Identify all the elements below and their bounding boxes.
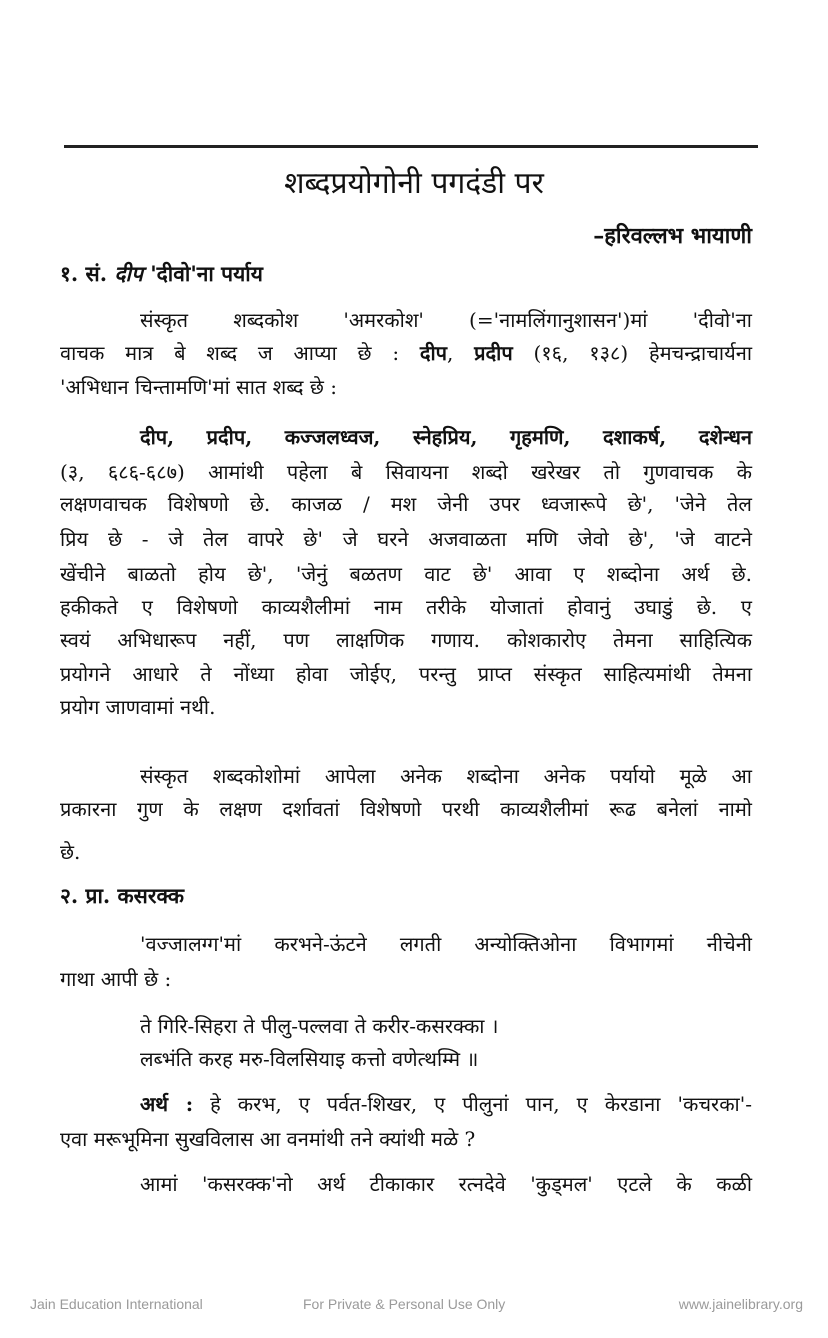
text-segment: संस्कृत शब्दकोश 'अमरकोश' (='नामलिंगानुशासन')मां 'दीवो'ना	[140, 308, 752, 332]
section-heading	[60, 880, 752, 912]
text-line	[60, 558, 752, 590]
text-line	[60, 371, 752, 403]
text-line	[140, 1168, 752, 1200]
text-segment: प्रदीप	[474, 341, 513, 365]
text-segment: २. प्रा. कसरक्क	[60, 883, 185, 908]
author-name: –हरिवल्लभ भायाणी	[593, 223, 752, 249]
verse-line	[140, 1043, 478, 1075]
text-segment: १. सं.	[60, 261, 115, 286]
text-segment: लब्भंति करह मरु-विलसियाइ कत्तो वणेत्थम्मि ॥	[140, 1047, 479, 1071]
footer-website-link[interactable]: www.jainelibrary.org	[678, 1296, 803, 1312]
text-segment: प्रयोग जाणवामां नथी.	[60, 695, 216, 719]
text-line	[60, 488, 752, 520]
text-segment: दीप, प्रदीप, कज्जलध्वज, स्नेहप्रिय, गृहमणि, दशाकर्ष, दशेन्धन	[140, 425, 752, 449]
text-segment: अर्थ :	[140, 1092, 194, 1116]
text-segment: (३, ६८६-६८७) आमांथी पहेला बे सिवायना शब्दो खरेखर तो गुणवाचक के	[60, 460, 752, 484]
text-line	[60, 963, 752, 995]
text-line	[140, 1088, 752, 1120]
text-segment: 'अभिधान चिन्तामणि'मां सात शब्द छे :	[60, 375, 337, 399]
text-segment: दीप	[114, 261, 143, 286]
text-line	[140, 928, 752, 960]
text-segment: संस्कृत शब्दकोशोमां आपेला अनेक शब्दोना अनेक पर्यायो मूळे आ	[140, 764, 752, 788]
text-line	[140, 421, 752, 453]
text-line	[140, 760, 752, 792]
text-segment: छे.	[60, 840, 81, 864]
text-segment: प्रयोगने आधारे ते नोंध्या होवा जोईए, परन्तु प्राप्त संस्कृत साहित्यमांथी तेमना	[60, 662, 752, 686]
text-line	[140, 304, 752, 336]
article-title: शब्दप्रयोगोनी पगदंडी पर	[284, 166, 544, 201]
text-segment: ,	[447, 341, 475, 365]
footer-publisher: Jain Education International	[30, 1296, 203, 1312]
top-rule	[64, 145, 758, 148]
text-segment: आमां 'कसरक्क'नो अर्थ टीकाकार रत्नदेवे 'कुड्मल' एटले के कळी	[140, 1172, 752, 1196]
text-segment: गाथा आपी छे :	[60, 967, 172, 991]
text-line	[60, 836, 752, 868]
text-segment: ते गिरि-सिहरा ते पीलु-पल्लवा ते करीर-कसरक्का ।	[140, 1014, 499, 1038]
text-segment: हकीकते ए विशेषणो काव्यशैलीमां नाम तरीके योजातां होवानुं उघाडुं छे. ए	[60, 595, 752, 619]
footer-usage-note: For Private & Personal Use Only	[303, 1296, 506, 1312]
verse-line	[140, 1010, 498, 1042]
text-line	[60, 793, 752, 825]
text-segment: 'वज्जालग्ग'मां करभने-ऊंटने लगती अन्योक्तिओना विभागमां नीचेनी	[140, 932, 752, 956]
text-segment: हे करभ, ए पर्वत-शिखर, ए पीलुनां पान, ए केरडाना 'कचरका'-	[193, 1092, 752, 1116]
text-segment: वाचक मात्र बे शब्द ज आप्या छे :	[60, 341, 420, 365]
text-line	[60, 1123, 752, 1155]
text-segment: दीप	[419, 341, 448, 365]
text-segment: 'दीवो'ना पर्याय	[142, 261, 263, 286]
text-segment: स्वयं अभिधारूप नहीं, पण लाक्षणिक गणाय. कोशकारोए तेमना साहित्यिक	[60, 628, 752, 652]
text-line	[60, 658, 752, 690]
section-heading	[60, 258, 752, 290]
text-line	[60, 337, 752, 369]
text-segment: (१६, १३८) हेमचन्द्राचार्यना	[512, 341, 752, 365]
text-segment: एवा मरूभूमिना सुखविलास आ वनमांथी तने क्यांथी मळे ?	[60, 1127, 476, 1151]
text-segment: प्रकारना गुण के लक्षण दर्शावतां विशेषणो परथी काव्यशैलीमां रूढ बनेलां नामो	[60, 797, 752, 821]
text-line	[60, 523, 752, 555]
text-segment: लक्षणवाचक विशेषणो छे. काजळ / मश जेनी उपर ध्वजारूपे छे', 'जेने तेल	[60, 492, 752, 516]
text-line	[60, 624, 752, 656]
text-line	[60, 691, 752, 723]
text-line	[60, 591, 752, 623]
text-segment: प्रिय छे - जे तेल वापरे छे' जे घरने अजवाळता मणि जेवो छे', 'जे वाटने	[60, 527, 752, 551]
text-segment: खेंचीने बाळतो होय छे', 'जेनुं बळतण वाट छे' आवा ए शब्दोना अर्थ छे.	[60, 562, 752, 586]
text-line	[60, 456, 752, 488]
